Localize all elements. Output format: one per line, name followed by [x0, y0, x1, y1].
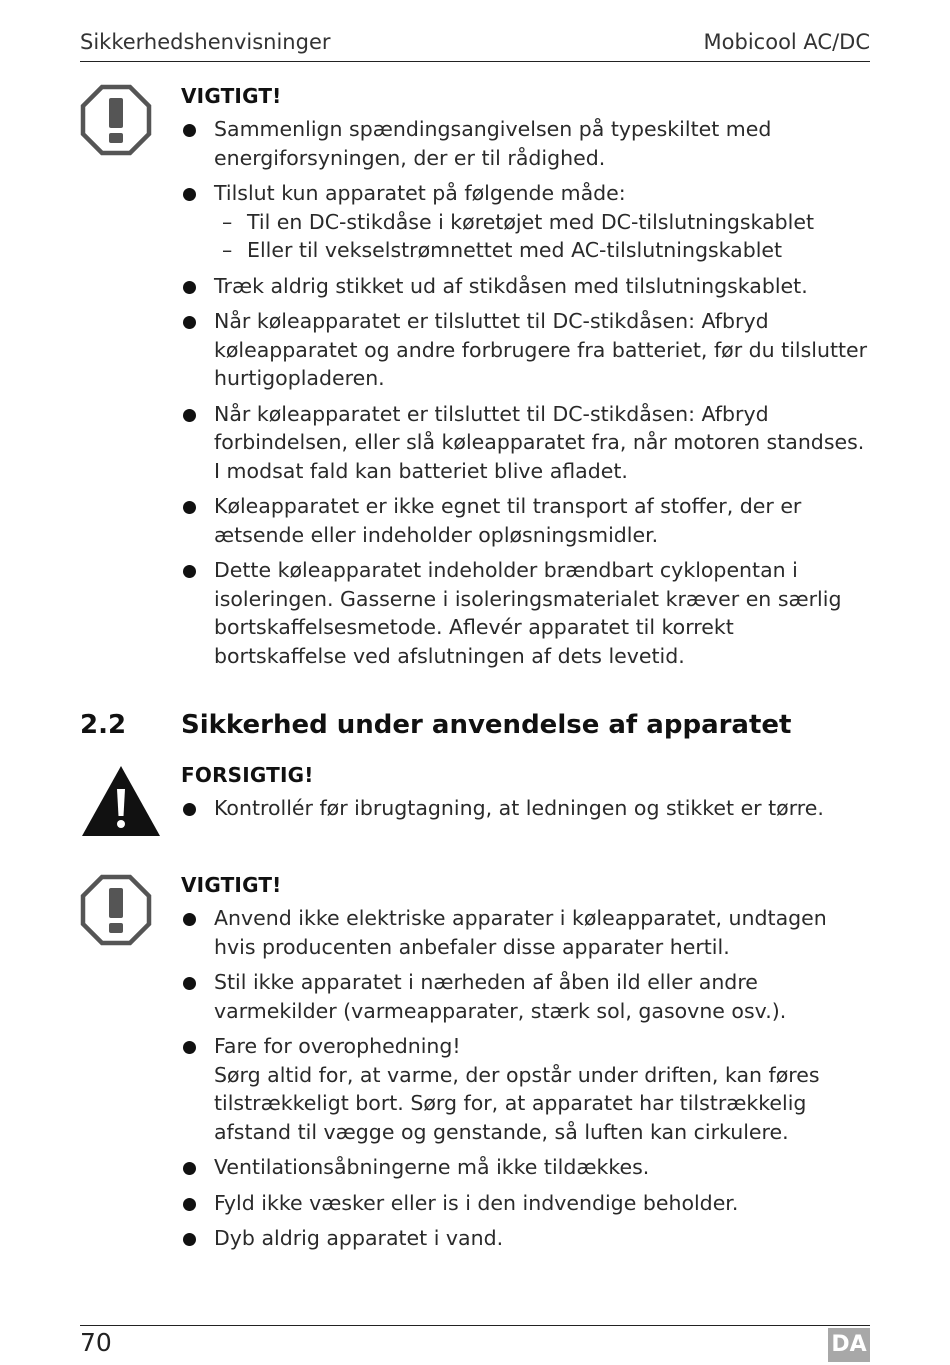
list-item	[181, 1032, 871, 1146]
list-item-text: Træk aldrig stikket ud af stikdåsen med tilslutningskablet.	[214, 273, 808, 298]
sub-item: – Til en DC-stikdåse i køretøjet med DC-tilslutningskablet	[214, 208, 871, 237]
page-number: 70	[80, 1328, 112, 1357]
running-header	[80, 28, 870, 62]
footer-divider	[80, 1325, 870, 1326]
list-item-text: Anvend ikke elektriske apparater i køleapparatet, undtagen hvis producenten anbefaler disse apparater hertil.	[214, 906, 827, 959]
list-item	[181, 1153, 871, 1182]
notice-octagon-icon	[80, 874, 152, 946]
list-item-text: Tilslut kun apparatet på følgende måde:	[214, 181, 626, 205]
list-item	[181, 1189, 871, 1218]
list-item	[181, 115, 871, 172]
list-item-text: Køleapparatet er ikke egnet til transport af stoffer, der er ætsende eller indeholder opløsningsmidler.	[214, 494, 802, 547]
notice-octagon-icon	[80, 84, 152, 156]
list-item	[181, 400, 871, 486]
list-item-text: Når køleapparatet er tilsluttet til DC-stikdåsen: Afbryd køleapparatet og andre forbrugere fra batteriet, før du tilslutter hurtigopladeren.	[214, 309, 868, 390]
notice-block-1	[181, 84, 871, 670]
caution-block	[181, 763, 871, 823]
list-item-text: Fare for overophedning!	[214, 1034, 461, 1058]
notice-label: VIGTIGT!	[181, 84, 282, 108]
list-item-text: Ventilationsåbningerne må ikke tildækkes.	[214, 1155, 650, 1179]
language-badge: DA	[828, 1328, 870, 1362]
notice-block-2	[181, 873, 871, 1253]
notice-label: VIGTIGT!	[181, 873, 282, 897]
list-item	[181, 794, 871, 823]
sub-item: – Eller til vekselstrømnettet med AC-tilslutningskablet	[214, 236, 871, 265]
list-item	[181, 968, 871, 1025]
caution-list	[181, 794, 871, 823]
list-item-text: Når køleapparatet er tilsluttet til DC-stikdåsen: Afbryd forbindelsen, eller slå køleapparatet fra, når motoren standses. I modsat fald kan batteriet blive afladet.	[214, 401, 865, 483]
list-item	[181, 492, 871, 549]
section-number: 2.2	[80, 710, 127, 740]
list-item-text: Stil ikke apparatet i nærheden af åben ild eller andre varmekilder (varmeapparater, stærk sol, gasovne osv.).	[214, 970, 787, 1023]
notice-list-2	[181, 904, 871, 1253]
list-item-text: Fyld ikke væsker eller is i den indvendige beholder.	[214, 1190, 739, 1215]
warning-triangle-icon	[80, 764, 162, 838]
list-item	[181, 904, 871, 961]
list-item-text: Sammenlign spændingsangivelsen på typeskiltet med energiforsyningen, der er til rådighed.	[214, 117, 772, 170]
section-heading	[80, 708, 870, 744]
list-item	[181, 179, 871, 265]
list-item	[181, 556, 871, 670]
header-section-title: Sikkerhedshenvisninger	[80, 30, 331, 54]
list-item	[181, 307, 871, 393]
list-item	[181, 272, 871, 301]
list-item-text: Dyb aldrig apparatet i vand.	[214, 1226, 504, 1250]
list-item	[181, 1224, 871, 1253]
caution-label: FORSIGTIG!	[181, 763, 314, 787]
notice-list-1	[181, 115, 871, 670]
list-item-continuation: Sørg altid for, at varme, der opstår under driften, kan føres tilstrækkeligt bort. Sørg for, at apparatet har tilstrækkelig afstand til vægge og genstande, så luften kan cirkulere.	[214, 1062, 820, 1144]
list-item-text: Dette køleapparatet indeholder brændbart cyklopentan i isoleringen. Gasserne i isoleringsmaterialet kræver en særlig bortskaffelsesmetode. Aflevér apparatet til korrekt bortskaffelse ved afslutningen af dets levetid.	[214, 558, 842, 668]
list-item-text: Kontrollér før ibrugtagning, at ledningen og stikket er tørre.	[214, 796, 824, 820]
section-title: Sikkerhed under anvendelse af apparatet	[181, 710, 792, 740]
header-product-name: Mobicool AC/DC	[703, 30, 870, 54]
